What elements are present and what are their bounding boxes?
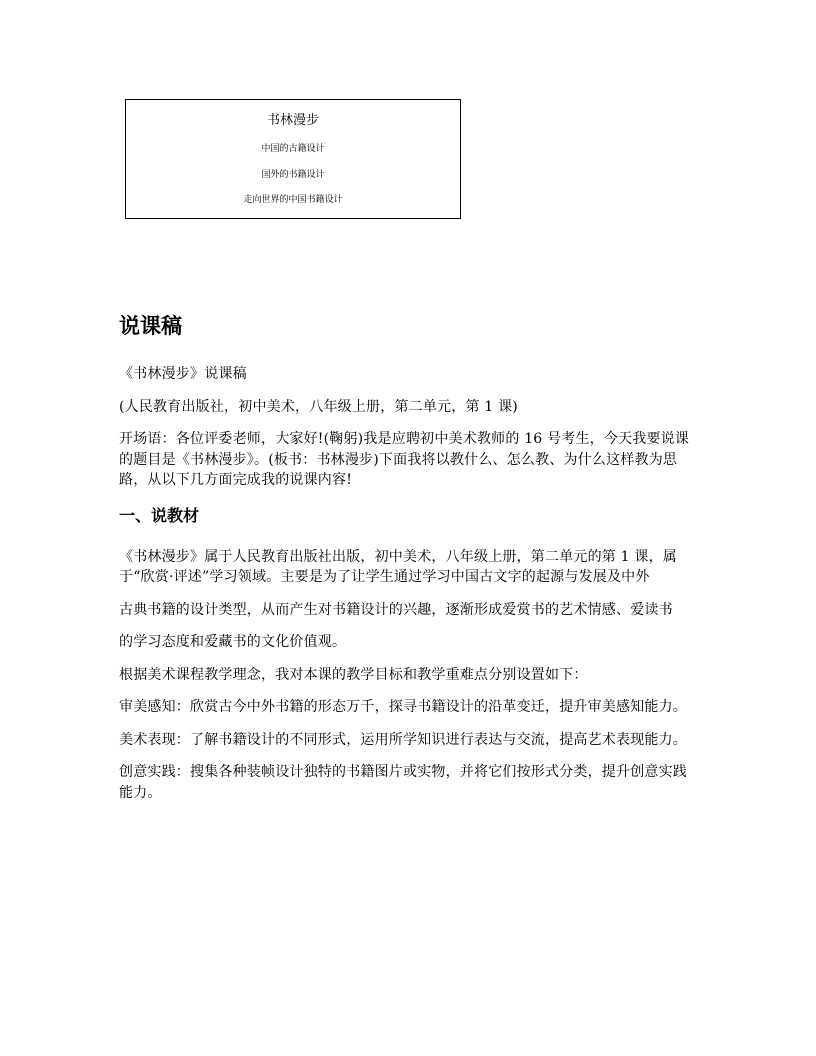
board-title: 书林漫步: [266, 113, 319, 128]
paragraph-goals-intro: 根据美术课程教学理念，我对本课的教学目标和教学重难点分别设置如下：: [119, 666, 588, 683]
paragraph-goal-expression: 美术表现：了解书籍设计的不同形式，运用所学知识进行表达与交流，提高艺术表现能力。: [119, 731, 687, 748]
paragraph-textbook-1: 《书林漫步》属于人民教育出版社出版，初中美术，八年级上册，第二单元的第 1 课，属于“欣赏·评述”学习领域。主要是为了让学生通过学习中国古文字的起源与发展及中外: [119, 548, 678, 585]
paragraph-goal-creative: 创意实践：搜集各种装帧设计独特的书籍图片或实物，并将它们按形式分类，提升创意实践能力。: [119, 764, 687, 801]
paragraph-textbook-2: 古典书籍的设计类型，从而产生对书籍设计的兴趣，逐渐形成爱赏书的艺术情感、爱读书: [119, 601, 673, 618]
board-line-2: 国外的书籍设计: [261, 170, 325, 180]
blackboard-outline-box: [125, 99, 461, 219]
section-heading-textbook: 一、说教材: [119, 505, 200, 525]
board-line-1: 中国的古籍设计: [261, 144, 325, 154]
paragraph-opening: 开场语：各位评委老师，大家好!(鞠躬)我是应聘初中美术教师的 16 号考生，今天我要说课的题目是《书林漫步》。(板书：书林漫步)下面我将以教什么、怎么教、为什么这样教为思路，从以下几方面完成我的说课内容!: [119, 431, 690, 488]
document-title: 说课稿: [119, 314, 182, 338]
paragraph-publisher-info: (人民教育出版社，初中美术，八年级上册，第二单元，第 1 课): [119, 398, 518, 415]
document-body: [119, 312, 699, 815]
paragraph-goal-aesthetic: 审美感知：欣赏古今中外书籍的形态万千，探寻书籍设计的沿革变迁，提升审美感知能力。: [119, 699, 687, 715]
paragraph-lesson-title: 《书林漫步》说课稿: [119, 366, 247, 382]
board-line-3: 走向世界的中国书籍设计: [243, 195, 343, 205]
paragraph-textbook-3: 的学习态度和爱藏书的文化价值观。: [119, 634, 347, 650]
